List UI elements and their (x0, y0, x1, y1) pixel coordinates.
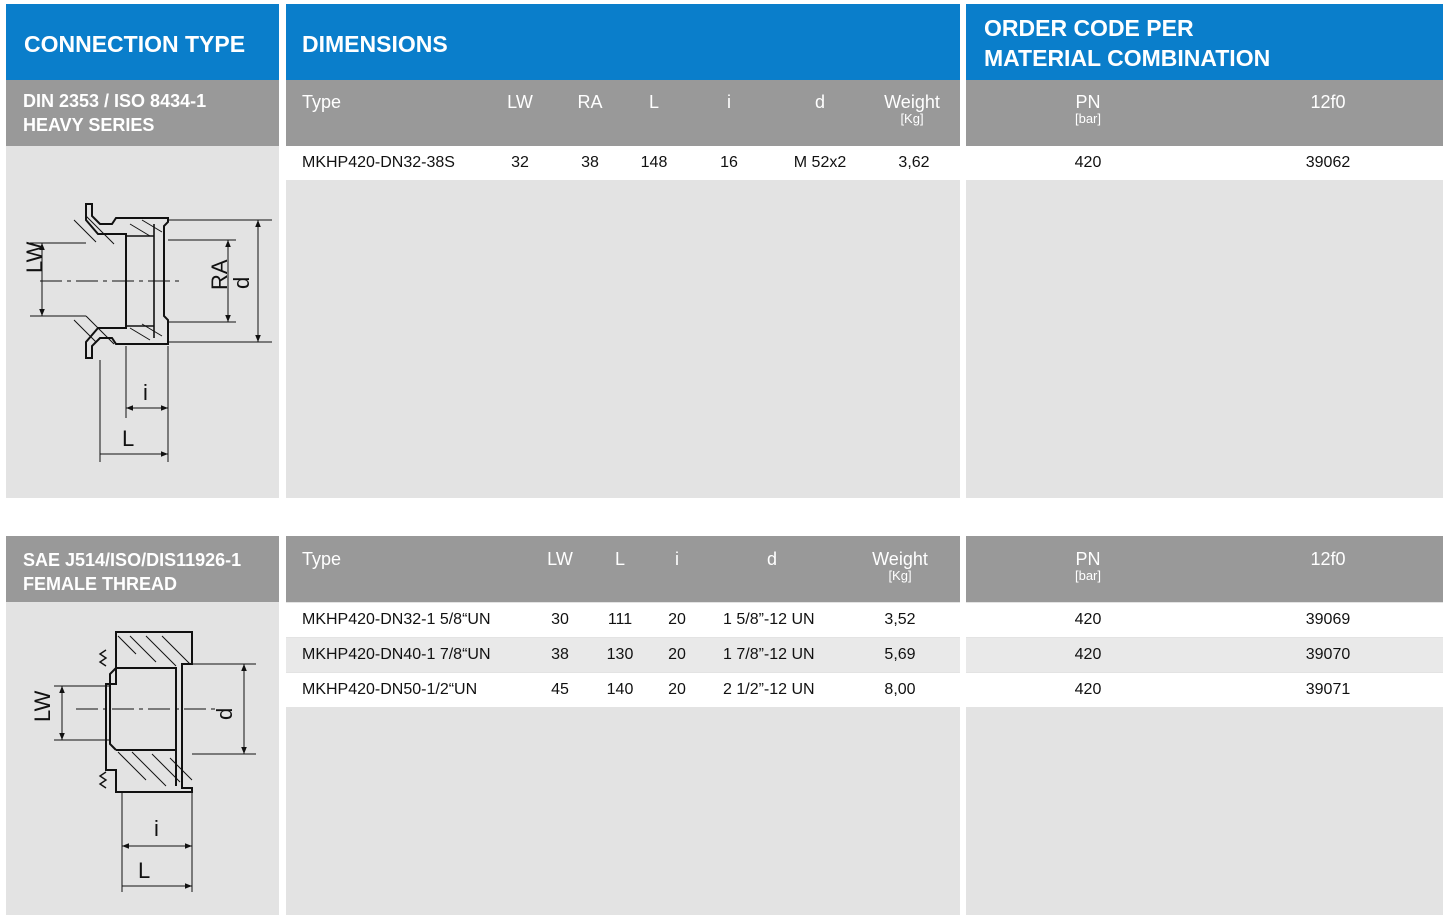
cell-lw: 32 (511, 154, 529, 171)
col-i: i (675, 549, 679, 569)
drawing1-label-d: d (229, 276, 254, 289)
section1-title (6, 80, 279, 146)
cell-code: 39069 (1305, 611, 1351, 628)
table-row (286, 603, 960, 637)
section2-title-line2: FEMALE THREAD (23, 574, 177, 594)
cell-i: 20 (668, 611, 686, 628)
cell-ra: 38 (581, 154, 599, 171)
col-weight (872, 92, 952, 126)
cell-code: 39071 (1305, 681, 1351, 698)
col-i: i (727, 92, 731, 112)
header-dimensions (286, 4, 960, 80)
table-row-order (966, 673, 1443, 707)
cell-i: 20 (668, 681, 686, 698)
section1-dim-panel (286, 146, 960, 498)
fitting-drawing-1 (6, 146, 279, 498)
cell-type: MKHP420-DN50-1/2“UN (302, 681, 478, 698)
cell-l: 130 (606, 646, 634, 663)
section1-dim-header (286, 80, 960, 146)
header-connection-type-label: CONNECTION TYPE (24, 31, 246, 57)
col-d: d (814, 92, 825, 112)
cell-type: MKHP420-DN40-1 7/8“UN (302, 646, 491, 663)
cell-pn: 420 (1074, 681, 1102, 698)
section2-order-header (966, 536, 1443, 602)
drawing2-label-d: d (212, 707, 237, 720)
col-weight-unit: [Kg] (888, 568, 912, 583)
col-d: d (766, 549, 777, 569)
cell-d: 2 1/2”-12 UN (723, 681, 815, 698)
table-row-order (966, 603, 1443, 637)
table-row-order (966, 146, 1443, 180)
col-pn (1048, 92, 1128, 126)
cell-lw: 45 (551, 681, 569, 698)
col-lw: LW (547, 549, 573, 569)
cell-code: 39070 (1305, 646, 1351, 663)
cell-weight: 8,00 (884, 681, 916, 698)
col-type: Type (302, 92, 342, 112)
drawing1-label-i: i (143, 380, 148, 405)
header-order-code (966, 4, 1443, 80)
cell-d: 1 7/8”-12 UN (723, 646, 815, 663)
drawing1-label-ra: RA (207, 259, 232, 290)
cell-weight: 5,69 (884, 646, 916, 663)
cell-weight: 3,62 (898, 154, 930, 171)
section1-title-line2: HEAVY SERIES (23, 115, 155, 135)
header-order-code-line1: ORDER CODE PER (984, 15, 1194, 41)
col-pn (1048, 549, 1128, 583)
cell-pn: 420 (1074, 611, 1102, 628)
drawing2-label-lw: LW (30, 690, 55, 722)
col-l: L (648, 92, 659, 112)
drawing2-label-l: L (138, 858, 151, 883)
cell-l: 111 (607, 611, 633, 628)
section2-title-line1: SAE J514/ISO/DIS11926-1 (23, 550, 242, 570)
cell-d: M 52x2 (793, 154, 847, 171)
col-code: 12f0 (1310, 92, 1346, 112)
col-type: Type (302, 549, 342, 569)
cell-lw: 30 (551, 611, 569, 628)
header-dimensions-label: DIMENSIONS (302, 31, 448, 57)
header-order-code-line2: MATERIAL COMBINATION (984, 45, 1271, 71)
col-pn-unit: [bar] (1074, 568, 1101, 583)
col-pn-unit: [bar] (1074, 111, 1101, 126)
cell-code: 39062 (1305, 154, 1351, 171)
section2-dim-header (286, 536, 960, 602)
cell-i: 20 (668, 646, 686, 663)
drawing1-label-lw: LW (22, 241, 47, 273)
col-code: 12f0 (1310, 549, 1346, 569)
table-row (286, 638, 960, 672)
cell-pn: 420 (1074, 646, 1102, 663)
drawing2-label-i: i (154, 816, 159, 841)
col-pn-label: PN (1075, 92, 1101, 112)
table-row (286, 146, 960, 180)
col-lw: LW (507, 92, 533, 112)
cell-weight: 3,52 (884, 611, 916, 628)
drawing1-label-l: L (122, 426, 135, 451)
cell-l: 140 (606, 681, 634, 698)
cell-l: 148 (640, 154, 668, 171)
col-ra: RA (577, 92, 603, 112)
section2-title (6, 536, 279, 602)
col-pn-label: PN (1075, 549, 1101, 569)
cell-pn: 420 (1074, 154, 1102, 171)
cell-type: MKHP420-DN32-38S (302, 154, 455, 171)
col-weight (860, 549, 940, 583)
cell-d: 1 5/8”-12 UN (723, 611, 815, 628)
fitting-drawing-2 (6, 602, 279, 915)
col-weight-label: Weight (884, 92, 940, 112)
cell-i: 16 (720, 154, 738, 171)
cell-lw: 38 (551, 646, 569, 663)
cell-type: MKHP420-DN32-1 5/8“UN (302, 611, 491, 628)
col-l: L (614, 549, 625, 569)
table-row (286, 673, 960, 707)
table-row-order (966, 638, 1443, 672)
section1-order-panel (966, 146, 1443, 498)
col-weight-unit: [Kg] (900, 111, 924, 126)
section1-order-header (966, 80, 1443, 146)
col-weight-label: Weight (872, 549, 928, 569)
section1-title-line1: DIN 2353 / ISO 8434-1 (23, 91, 207, 111)
header-connection-type (6, 4, 279, 80)
